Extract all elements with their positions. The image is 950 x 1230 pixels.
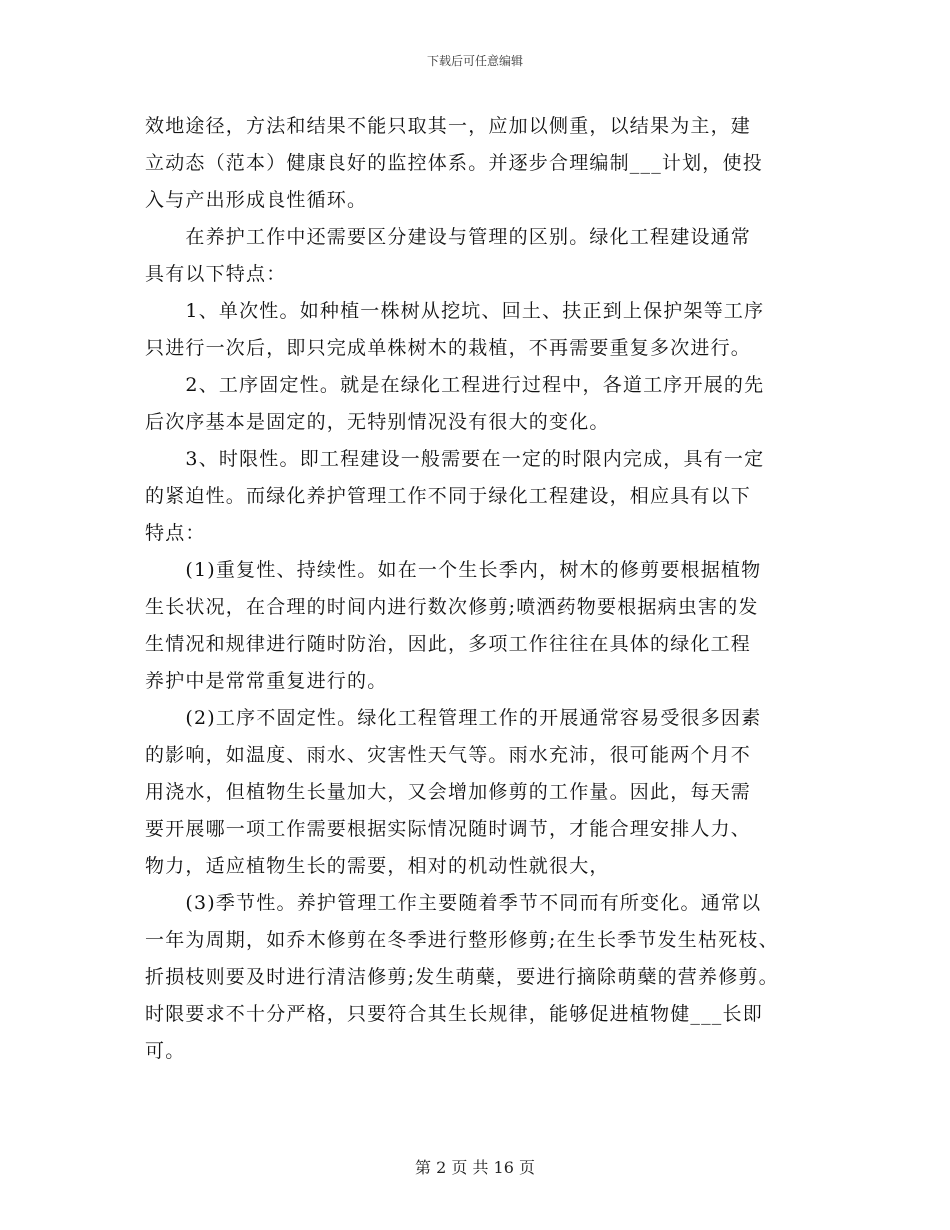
text-line: 1、单次性。如种植一株树从挖坑、回土、扶正到上保护架等工序 <box>145 300 765 322</box>
text-line: 2、工序固定性。就是在绿化工程进行过程中，各道工序开展的先 <box>145 374 765 396</box>
text-line: 具有以下特点： <box>145 263 287 285</box>
text-line: 用浇水，但植物生长量加大，又会增加修剪的工作量。因此，每天需 <box>145 781 752 803</box>
page-footer: 第 2 页 共 16 页 <box>415 1158 535 1177</box>
text-line: 可。 <box>145 1040 186 1062</box>
text-line: 生长状况，在合理的时间内进行数次修剪;喷洒药物要根据病虫害的发 <box>145 596 759 618</box>
text-line: 生情况和规律进行随时防治，因此，多项工作往往在具体的绿化工程 <box>145 633 752 655</box>
text-line: 只进行一次后，即只完成单株树木的栽植，不再需要重复多次进行。 <box>145 337 752 359</box>
text-line: 立动态（范本）健康良好的监控体系。并逐步合理编制___计划，使投 <box>145 152 763 174</box>
body-text <box>145 108 815 1070</box>
text-line: 3、时限性。即工程建设一般需要在一定的时限内完成，具有一定 <box>145 448 765 470</box>
text-line: 时限要求不十分严格，只要符合其生长规律，能够促进植物健___长即 <box>145 1003 763 1025</box>
text-line: 养护中是常常重复进行的。 <box>145 670 388 692</box>
page-header: 下载后可任意编辑 <box>426 54 523 68</box>
text-line: 一年为周期，如乔木修剪在冬季进行整形修剪;在生长季节发生枯死枝、 <box>145 929 779 951</box>
text-line: 物力，适应植物生长的需要，相对的机动性就很大， <box>145 855 610 877</box>
text-line: 在养护工作中还需要区分建设与管理的区别。绿化工程建设通常 <box>145 226 752 248</box>
text-line: 折损枝则要及时进行清洁修剪;发生萌蘖，要进行摘除萌蘖的营养修剪。 <box>145 966 779 988</box>
text-line: 的紧迫性。而绿化养护管理工作不同于绿化工程建设，相应具有以下 <box>145 485 752 507</box>
text-line: 后次序基本是固定的，无特别情况没有很大的变化。 <box>145 411 610 433</box>
text-line: (1)重复性、持续性。如在一个生长季内，树木的修剪要根据植物 <box>145 559 762 581</box>
text-line: 特点： <box>145 522 206 544</box>
text-line: 的影响，如温度、雨水、灾害性天气等。雨水充沛，很可能两个月不 <box>145 744 752 766</box>
text-line: (3)季节性。养护管理工作主要随着季节不同而有所变化。通常以 <box>145 892 762 914</box>
text-line: 入与产出形成良性循环。 <box>145 189 368 211</box>
text-line: 要开展哪一项工作需要根据实际情况随时调节，才能合理安排人力、 <box>145 818 752 840</box>
text-line: (2)工序不固定性。绿化工程管理工作的开展通常容易受很多因素 <box>145 707 762 729</box>
text-line: 效地途径，方法和结果不能只取其一，应加以侧重，以结果为主，建 <box>145 115 752 137</box>
